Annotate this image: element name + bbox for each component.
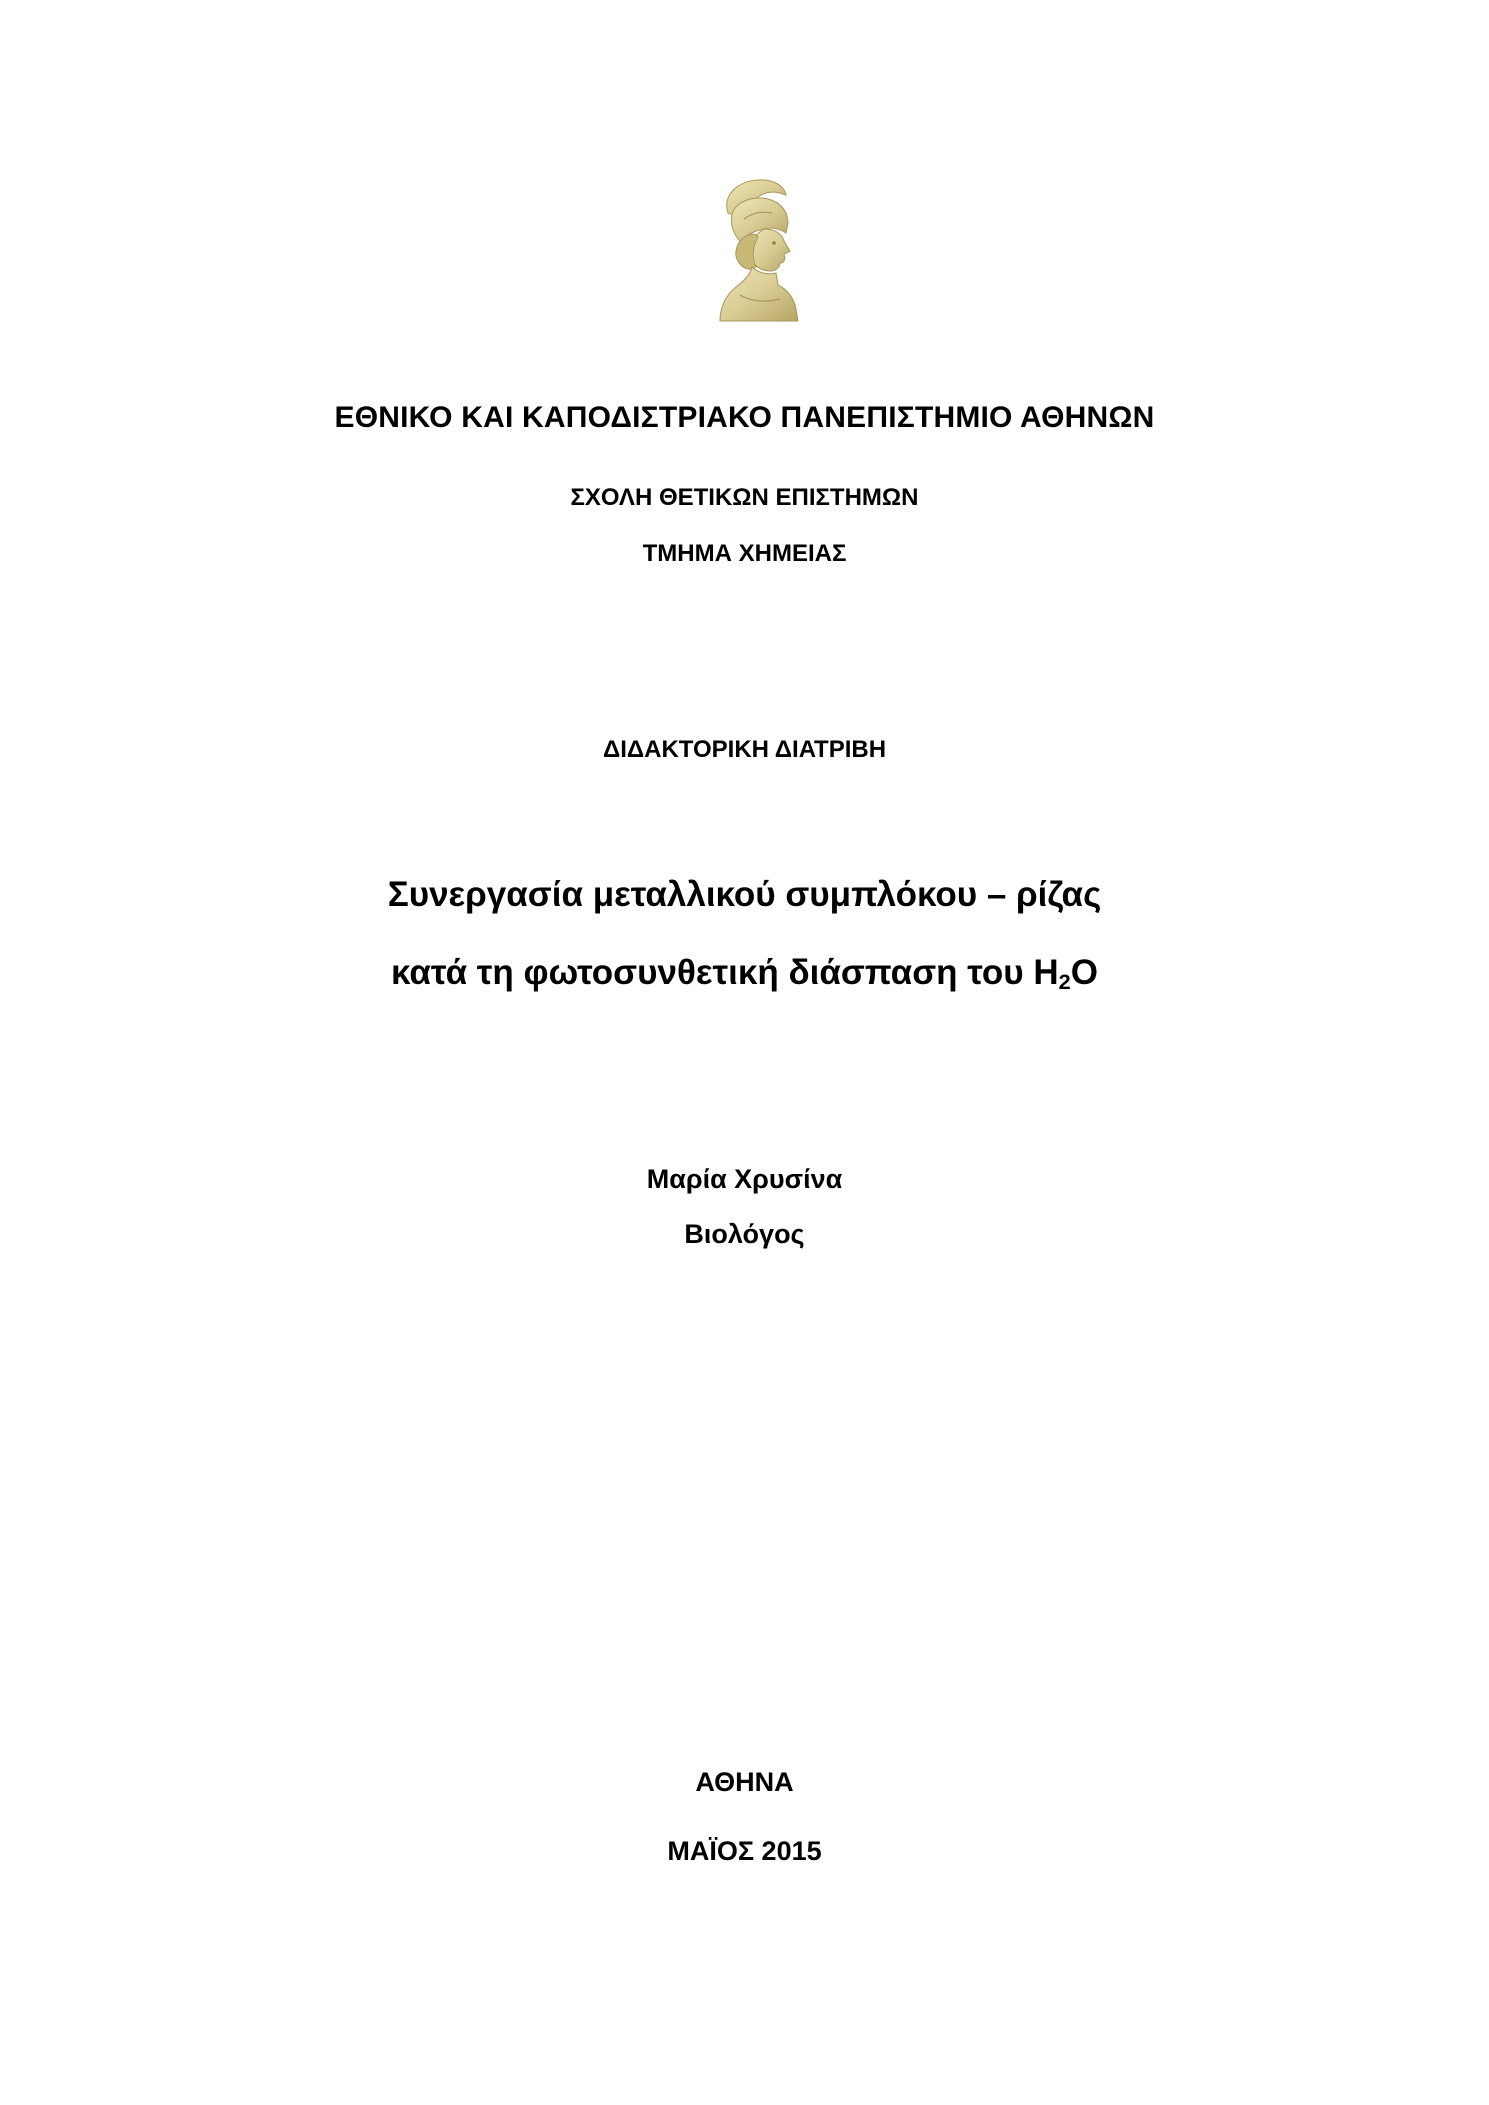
title-line-2-suffix: O [1070,953,1098,992]
author-profession: Βιολόγος [684,1219,805,1249]
thesis-title-line-1: Συνεργασία μεταλλικού συμπλόκου – ρίζας [387,875,1102,914]
athena-helmet-logo-icon [700,175,810,325]
title-line-2-text: κατά τη φωτοσυνθετική διάσπαση του H [391,953,1059,992]
city: ΑΘΗΝΑ [695,1767,794,1797]
university-name: ΕΘΝΙΚΟ ΚΑΙ ΚΑΠΟΔΙΣΤΡΙΑΚΟ ΠΑΝΕΠΙΣΤΗΜΙΟ ΑΘΗΝΩΝ [334,401,1155,434]
document-type: ΔΙΔΑΚΤΟΡΙΚΗ ΔΙΑΤΡΙΒΗ [602,736,887,763]
department-name: ΤΜΗΜΑ ΧΗΜΕΙΑΣ [642,540,847,567]
thesis-title-line-2 [0,953,1489,993]
author-name: Μαρία Χρυσίνα [646,1164,843,1194]
title-subscript: 2 [1058,968,1071,994]
date: ΜΑΪΟΣ 2015 [667,1836,822,1866]
school-name: ΣΧΟΛΗ ΘΕΤΙΚΩΝ ΕΠΙΣΤΗΜΩΝ [570,484,919,511]
